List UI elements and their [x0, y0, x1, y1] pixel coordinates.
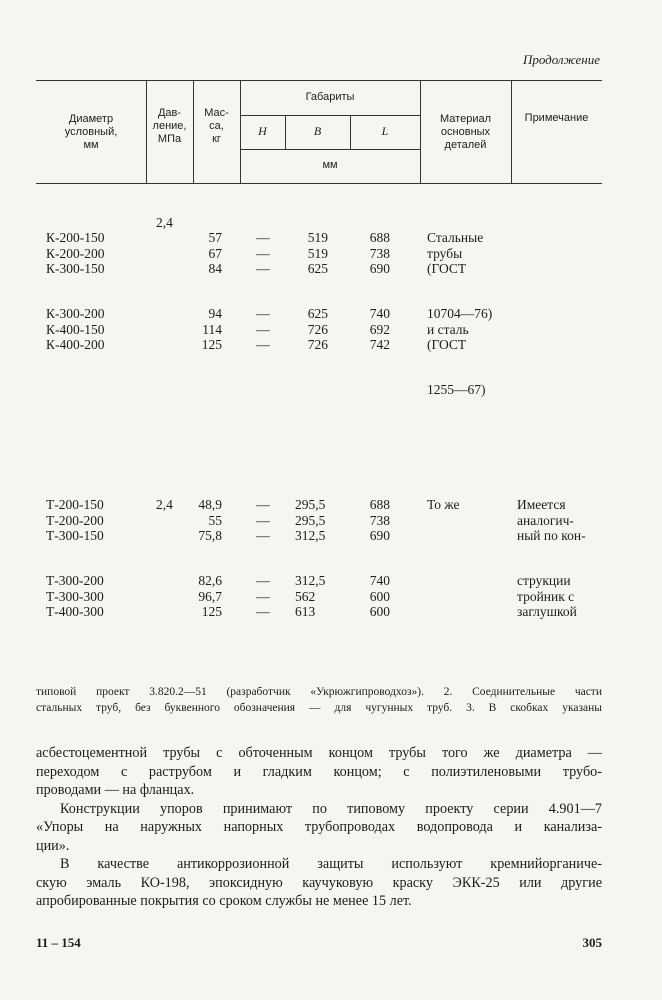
- header-b: B: [313, 124, 322, 138]
- group1-mass: 57 67 84 94 114 125: [201, 230, 222, 352]
- body-text: асбестоцементной трубы с обточенным концом трубы того же диаметра — переходом с раструбом и гладким концом; с полиэтиленовыми трубо- проводами — на фланцах. Конструкции упоров принимают по типовому проекту серии 4.901—7 «Упоры на наружных напорных трубопроводах водопровода и канализа- ции». В качестве антикоррозионной защиты используют кремнийорганиче- скую эмаль КО-198, эпоксидную каучуковую краску ЭКК-25 или другие апробированные покрытия со сроком службы не менее 15 лет.: [36, 745, 602, 909]
- group2-note: Имеется аналогич- ный по кон- струкции тройник с заглушкой: [517, 497, 586, 619]
- header-mass: Мас- са, кг: [204, 107, 229, 145]
- header-material: Материал основных деталей: [440, 113, 491, 151]
- group2-h: — — — — — —: [256, 497, 270, 619]
- group1-material: Стальные трубы (ГОСТ 10704—76) и сталь (ГОСТ 1255—67): [427, 230, 493, 398]
- header-bottom-rule: [36, 183, 602, 184]
- header-note: Примечание: [524, 112, 589, 124]
- group1-h: — — — — — —: [256, 230, 270, 352]
- group2-mass: 48,9 55 75,8 82,6 96,7 125: [198, 497, 222, 619]
- units-divider: [240, 149, 420, 150]
- group1-b: 519 519 625 625 726 726: [307, 230, 328, 352]
- group2-material: То же: [427, 497, 460, 513]
- header-pressure: Дав- ление, МПа: [152, 107, 187, 145]
- header-mm: мм: [322, 159, 338, 171]
- group2-l: 688 738 690 740 600 600: [369, 497, 390, 619]
- header-h: H: [258, 124, 267, 138]
- header-dimensions: Габариты: [305, 91, 355, 103]
- table-notes: типовой проект 3.820.2—51 (разработчик «Укрюжгипроводхоз»). 2. Соединительные части стальных труб, без буквенного обозначения — для чугунных труб. 3. В скобках указаны: [36, 686, 602, 714]
- page-number: 305: [582, 935, 602, 950]
- group2-b: 295,5 295,5 312,5 312,5 562 613: [295, 497, 326, 619]
- header-l: L: [381, 124, 389, 138]
- group1-l: 688 738 690 740 692 742: [369, 230, 390, 352]
- col-sep-5: [511, 80, 512, 183]
- continuation-label: Продолжение: [522, 52, 600, 67]
- header-diameter: Диаметр условный, мм: [64, 113, 118, 151]
- group2-pressure: 2,4: [156, 497, 173, 512]
- table-top-rule: [36, 80, 602, 81]
- group1-names: К-200-150 К-200-200 К-300-150 К-300-200 К-400-150 К-400-200: [46, 230, 105, 352]
- group2-names: Т-200-150 Т-200-200 Т-300-150 Т-300-200 Т-300-300 Т-400-300: [46, 497, 104, 619]
- dimensions-divider: [240, 115, 420, 116]
- group1-pressure: 2,4: [156, 215, 173, 230]
- signature-mark: 11 – 154: [36, 935, 81, 950]
